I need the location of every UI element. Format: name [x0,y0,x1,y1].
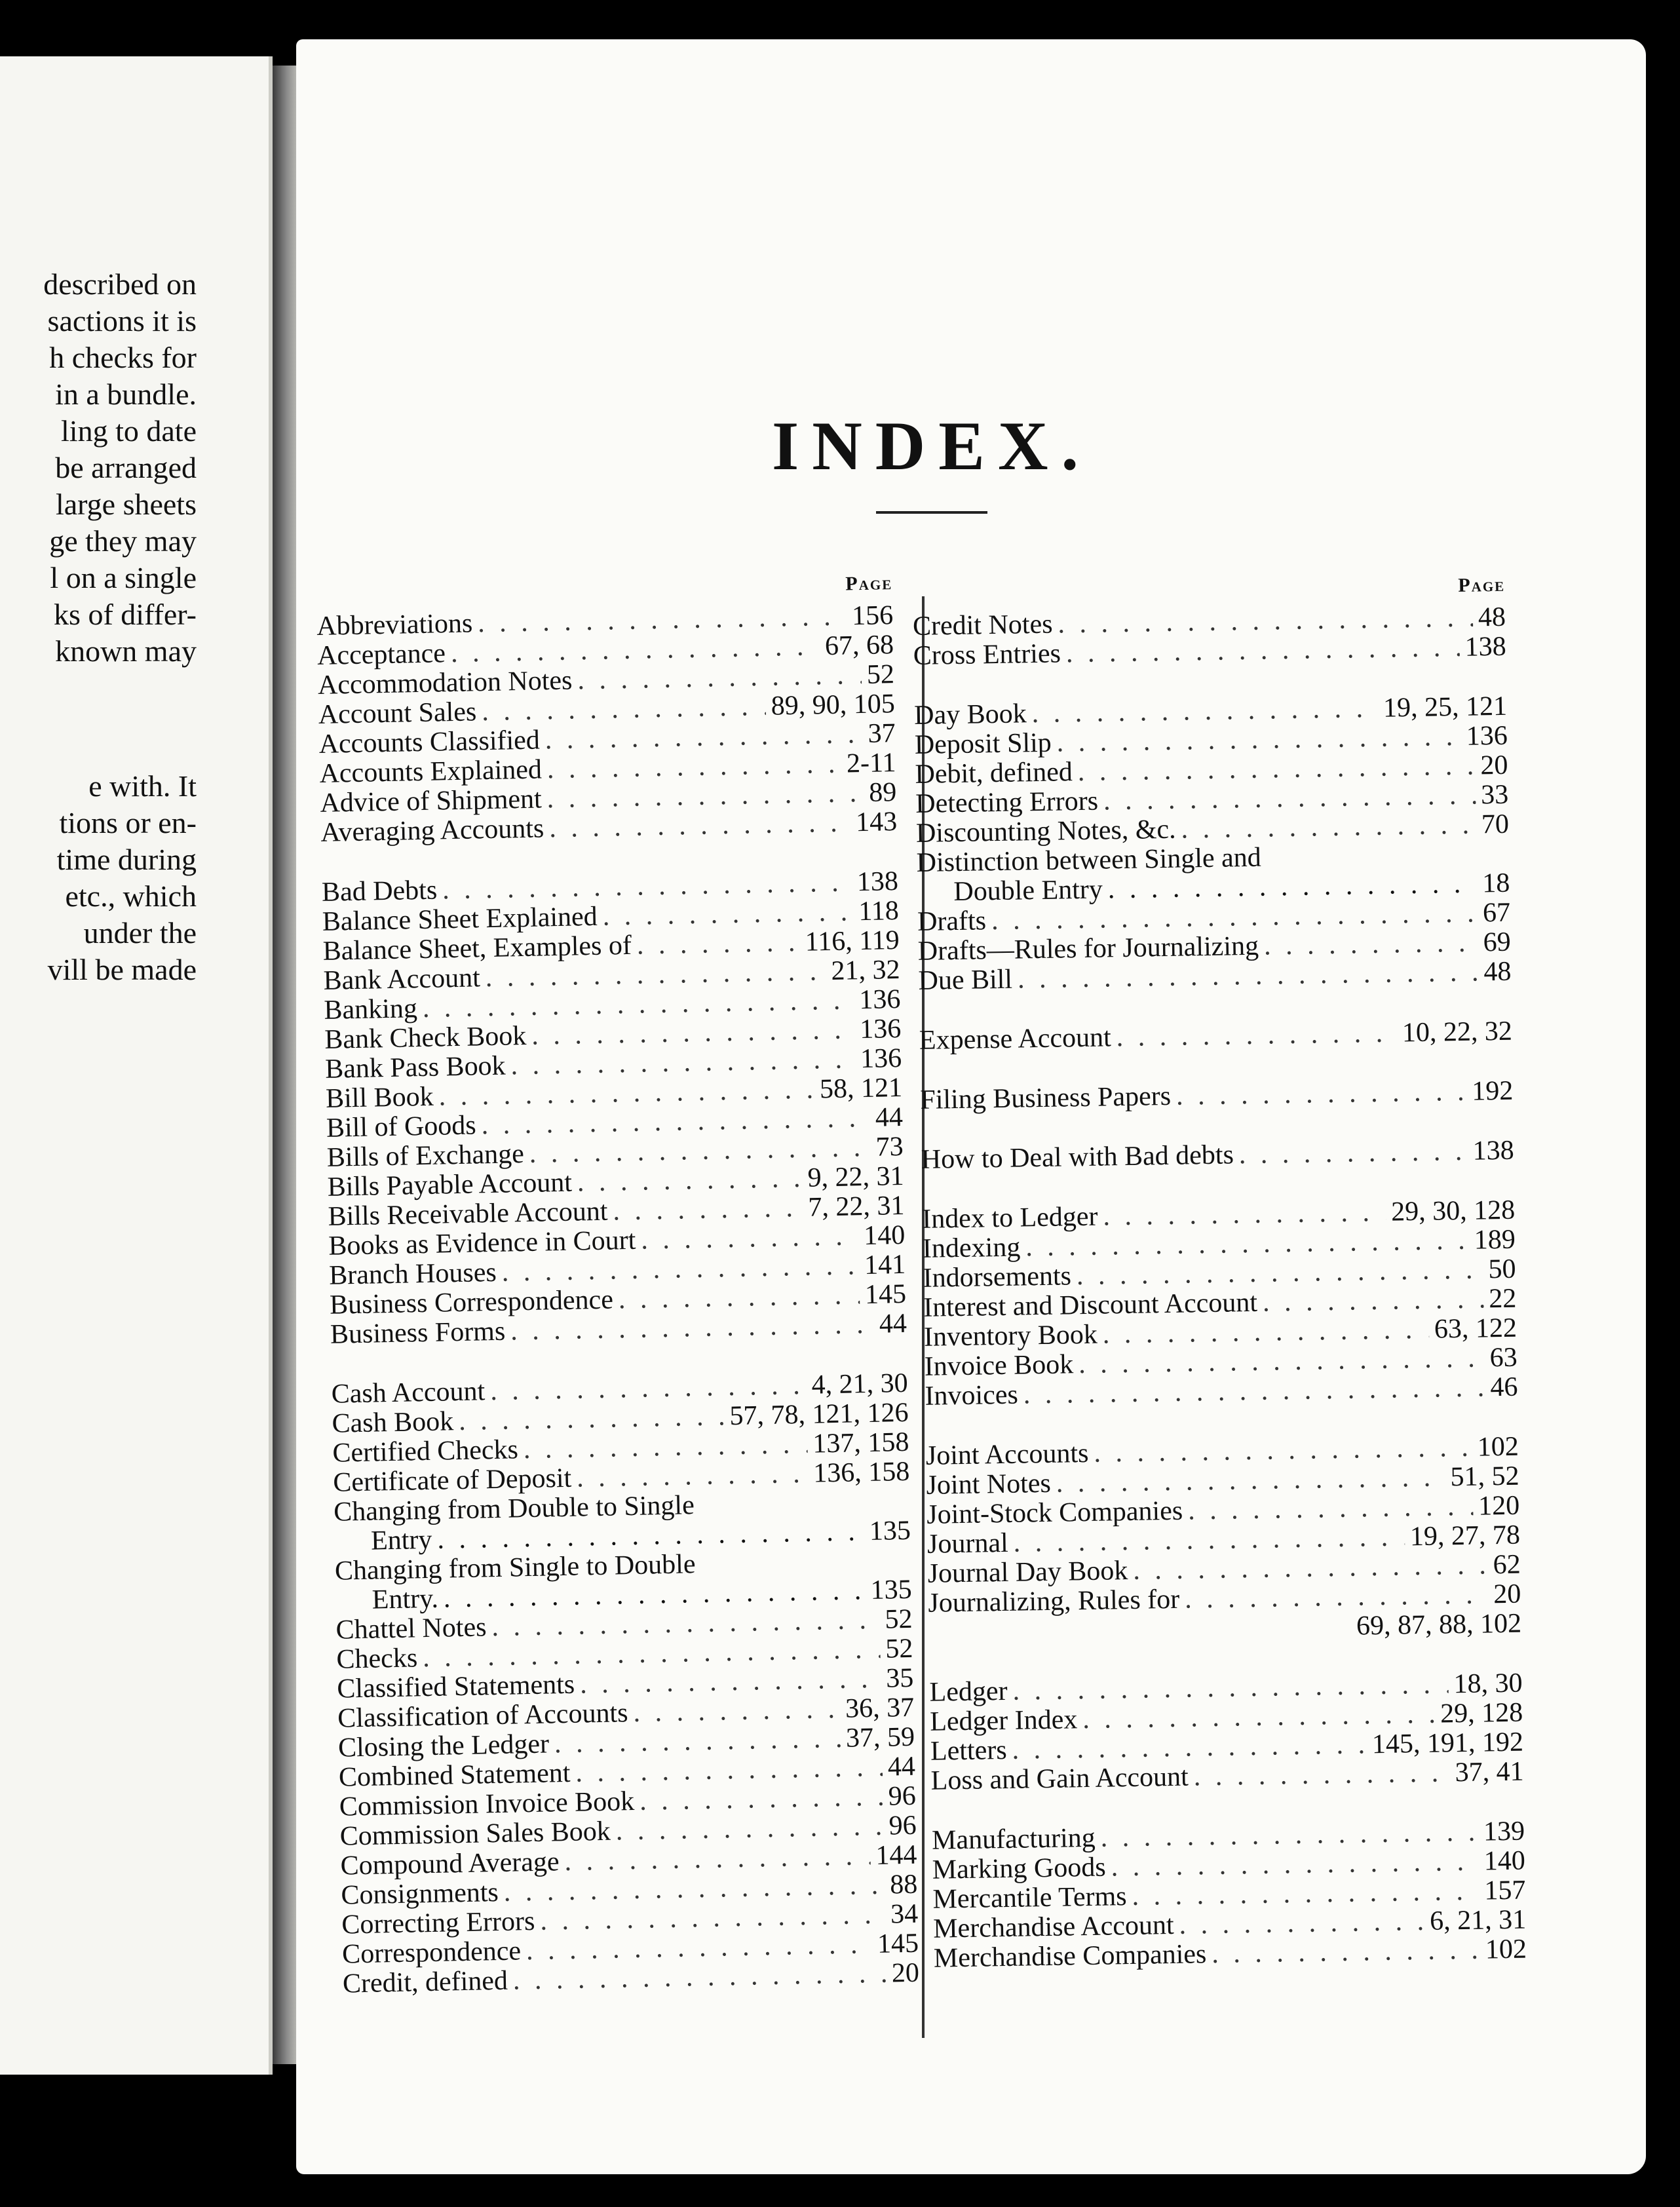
index-letter-group [322,867,907,1350]
index-term: Bad Debts [321,875,438,908]
index-term: Distinction between Single and [916,842,1262,878]
page-numbers: 4, 21, 30 [811,1368,909,1400]
index-term: Compound Average [340,1847,560,1881]
page-column-header: Page [1458,573,1506,596]
index-term: Banking [324,993,418,1026]
page-numbers: 63 [1489,1342,1518,1373]
index-term: Bill Book [325,1081,434,1114]
index-term: Classification of Accounts [337,1698,628,1734]
index-term: Abbreviations [316,608,473,642]
index-letter-group [922,1196,1518,1411]
leader-dots [1176,1077,1467,1111]
page-numbers: 136 [858,984,901,1016]
page-numbers: 18 [1481,868,1510,899]
index-term: Invoice Book [924,1349,1074,1382]
page-numbers: 88 [889,1869,918,1900]
page-numbers: 156 [851,600,894,632]
leader-dots [633,1695,841,1728]
index-term: Letters [930,1735,1007,1767]
index-term: Business Correspondence [329,1284,614,1320]
page-numbers: 44 [887,1751,916,1782]
index-term: Chattel Notes [335,1612,487,1645]
page-numbers: 36, 37 [845,1692,915,1724]
index-letter-group [921,1136,1514,1175]
index-term: Indorsements [923,1261,1072,1294]
page-numbers: 22 [1488,1283,1517,1315]
index-term: Changing from Single to Double [334,1549,696,1586]
page-numbers: 50 [1488,1254,1516,1285]
index-term: Journal Day Book [927,1556,1128,1589]
page-numbers: 58, 121 [819,1072,903,1105]
index-term: Interest and Discount Account [923,1287,1258,1323]
index-term-continued: Entry. [372,1583,439,1615]
page-numbers: 20 [891,1957,920,1989]
index-letter-group [913,603,1506,671]
leader-dots [1102,1315,1429,1350]
index-entry [920,1077,1514,1115]
leader-dots [1263,1284,1484,1317]
index-term: Journal [926,1527,1009,1560]
index-term: How to Deal with Bad debts [921,1140,1234,1175]
page-numbers: 135 [869,1515,911,1547]
leader-dots [1023,1373,1485,1410]
page-numbers: 19, 25, 121 [1383,691,1508,723]
facing-page-line: in a bundle. [55,377,197,411]
index-term: Mercantile Terms [932,1881,1127,1915]
index-term: Acceptance [316,638,446,671]
facing-page-line: ge they may [49,524,197,558]
index-entry [919,1017,1513,1056]
index-letter-group [926,1432,1522,1648]
page-numbers: 63, 122 [1434,1313,1518,1345]
index-letter-group [316,601,898,848]
page-numbers: 145 [864,1278,907,1311]
index-term: Bank Pass Book [324,1050,506,1084]
index-term: Certificate of Deposit [332,1463,572,1498]
page-numbers: 70 [1481,809,1510,840]
page-numbers: 67 [1482,897,1511,929]
index-term: Changing from Double to Single [333,1490,695,1527]
leader-dots [1103,1198,1386,1232]
page-numbers: 6, 21, 31 [1429,1904,1527,1936]
index-letter-group [914,692,1512,996]
index-term: Bank Account [323,963,481,996]
page-numbers: 102 [1477,1431,1519,1463]
page-numbers: 35 [885,1662,914,1694]
index-term: Closing the Ledger [337,1729,550,1763]
page-numbers: 18, 30 [1453,1668,1523,1700]
leader-dots [1018,957,1479,994]
leader-dots [1239,1137,1468,1170]
index-entry [921,1136,1514,1175]
facing-page-line: e with. It [88,769,197,803]
index-term: Certified Checks [332,1434,519,1468]
left-entries [316,601,919,1999]
index-term: Joint Notes [926,1468,1052,1501]
leader-dots [613,1193,803,1227]
index-term: Deposit Slip [914,727,1052,760]
index-term: Balance Sheet Explained [322,901,598,937]
page-numbers: 145, 191, 192 [1371,1727,1524,1760]
index-term: Accommodation Notes [317,665,573,700]
page-numbers: 138 [1472,1135,1515,1166]
index-term: Manufacturing [931,1822,1096,1856]
index-term: Accounts Classified [318,725,541,759]
page-numbers: 144 [875,1839,917,1871]
facing-page-line: be arranged [55,451,197,484]
page-numbers: 9, 22, 31 [807,1161,904,1193]
index-letter-group [919,1017,1513,1056]
index-term: Checks [336,1643,418,1675]
page-numbers: 20 [1480,750,1508,781]
page-numbers: 34 [890,1898,919,1930]
index-term: Cash Book [332,1406,454,1439]
index-term: Averaging Accounts [320,813,544,848]
index-term: Bills of Exchange [326,1139,525,1173]
page-numbers: 136 [859,1013,902,1045]
page-numbers: 118 [858,896,900,927]
leader-dots [641,1221,859,1255]
page-numbers: 44 [879,1308,907,1339]
leader-dots [577,1164,803,1198]
page-numbers: 10, 22, 32 [1402,1016,1513,1048]
index-column-right [912,574,1527,2004]
index-term: Cash Account [331,1376,486,1410]
index-term: Account Sales [318,697,477,730]
page-numbers: 140 [863,1219,906,1252]
page-numbers: 2-11 [846,748,896,779]
index-letter-group [920,1077,1514,1115]
index-term: Bills Receivable Account [328,1196,608,1232]
index-term: Cross Entries [913,638,1061,671]
facing-page-line: etc., which [65,879,197,913]
page-numbers: 136, 158 [812,1456,910,1489]
page-numbers-extra: 69, 87, 88, 102 [1356,1608,1522,1641]
page-numbers: 143 [855,807,898,838]
index-term: Books as Evidence in Court [328,1225,636,1261]
page-numbers: 192 [1471,1075,1514,1107]
index-term: Commission Sales Book [339,1816,611,1852]
page-title: INDEX. [771,408,1092,484]
index-term: Joint-Stock Companies [926,1495,1183,1530]
index-term: Drafts—Rules for Journalizing [917,931,1259,967]
page-numbers: 7, 22, 31 [807,1190,905,1223]
index-term: Detecting Errors [915,786,1099,819]
index-term: Journalizing, Rules for [928,1584,1180,1619]
page-numbers: 33 [1480,779,1509,811]
index-term: Ledger [929,1676,1008,1708]
page-numbers: 145 [877,1928,919,1959]
page-numbers: 52 [885,1633,913,1664]
index-term: Business Forms [330,1316,506,1350]
page-numbers: 19, 27, 78 [1409,1520,1521,1552]
facing-page-line: ks of differ- [54,598,197,631]
leader-dots [1179,1907,1424,1940]
leader-dots [636,928,800,961]
leader-dots [1264,929,1478,961]
index-term: Combined Statement [338,1757,571,1793]
leader-dots [1193,1758,1450,1792]
page-numbers: 37 [868,718,896,749]
facing-page-line: under the [83,916,197,950]
page-numbers: 20 [1493,1579,1521,1610]
page-numbers: 141 [864,1249,906,1281]
leader-dots [615,1812,884,1847]
index-term: Loss and Gain Account [930,1761,1189,1796]
right-entries [913,603,1527,1974]
facing-page-text [0,266,203,988]
leader-dots [512,1959,887,1996]
index-term: Credit, defined [342,1965,508,1999]
page-numbers: 51, 52 [1450,1461,1519,1493]
index-term: Inventory Book [923,1319,1098,1353]
index-letter-group [929,1669,1524,1796]
index-term: Drafts [917,906,987,937]
page-numbers: 67, 68 [824,630,894,662]
leader-dots [1132,1877,1480,1911]
index-term: Marking Goods [932,1852,1107,1885]
index-term: Branch Houses [328,1257,497,1291]
facing-page-line: time during [56,843,197,876]
page-numbers: 44 [875,1102,904,1133]
index-term: Day Book [913,699,1027,731]
page-numbers: 37, 59 [845,1721,915,1754]
page-numbers: 96 [888,1780,917,1812]
page-numbers: 29, 30, 128 [1390,1195,1516,1227]
facing-page-line: h checks for [49,341,197,374]
page-numbers: 137, 158 [812,1427,909,1459]
page-numbers: 48 [1483,956,1512,988]
index-column-left [316,572,920,2029]
index-term: Merchandise Account [932,1910,1174,1944]
page-numbers: 140 [1483,1845,1526,1877]
index-term: Bill of Goods [326,1110,477,1143]
leader-dots [549,808,851,843]
index-letter-group [932,1817,1527,1974]
page-numbers: 136 [1466,720,1508,752]
facing-page-line: described on [43,267,197,301]
index-term: Indexing [922,1232,1021,1264]
facing-page-line: ling to date [61,414,197,448]
page-numbers: 102 [1485,1934,1527,1965]
page-numbers: 21, 32 [831,954,900,987]
leader-dots [459,1402,725,1436]
facing-page-line: known may [55,634,197,668]
page-numbers: 138 [1464,631,1506,662]
index-term: Bank Check Book [324,1020,527,1055]
index-term: Expense Account [919,1022,1112,1056]
leader-dots [640,1782,883,1816]
page-numbers: 96 [888,1810,917,1841]
page-numbers: 139 [1483,1816,1525,1847]
page-numbers: 89, 90, 105 [771,689,896,721]
leader-dots [1066,633,1460,668]
index-term: Joint Accounts [925,1438,1089,1471]
page-numbers: 62 [1493,1549,1521,1581]
index-term: Balance Sheet, Examples of [322,930,632,967]
page-column-header: Page [845,572,893,595]
page-numbers: 52 [866,659,895,690]
facing-page-line: vill be made [47,953,197,986]
index-term: Due Bill [918,964,1013,996]
title-rule [876,511,987,514]
index-term: Invoices [925,1379,1019,1411]
page-numbers: 116, 119 [805,925,900,957]
page-numbers: 136 [860,1043,902,1075]
index-term: Merchandise Companies [933,1939,1207,1974]
facing-page [0,56,273,2075]
page-numbers: 29, 128 [1440,1697,1523,1729]
page-numbers: 189 [1474,1224,1516,1256]
index-term: Consignments [341,1877,499,1911]
index-term-continued: Entry [370,1524,432,1556]
page-numbers: 135 [870,1574,913,1606]
index-term: Advice of Shipment [320,784,543,818]
facing-page-line: l on a single [50,561,197,594]
index-page [296,39,1646,2174]
index-term: Index to Ledger [921,1201,1098,1235]
facing-page-line: large sheets [55,488,197,521]
index-term: Bills Payable Account [327,1167,573,1202]
index-term: Correspondence [341,1936,522,1970]
index-letter-group [331,1369,919,1999]
index-term: Filing Business Papers [920,1081,1172,1115]
leader-dots [577,1459,809,1493]
book-gutter [273,66,296,2064]
page-numbers: 157 [1484,1875,1526,1906]
leader-dots [510,1310,875,1347]
page-numbers: 52 [885,1603,913,1635]
leader-dots [1212,1936,1480,1969]
index-term: Commission Invoice Book [339,1786,635,1822]
index-term: Debit, defined [915,757,1073,790]
index-term: Correcting Errors [341,1906,535,1940]
leader-dots [1116,1018,1397,1052]
page-numbers: 138 [856,866,899,898]
index-term: Ledger Index [929,1704,1078,1737]
page-numbers: 73 [875,1131,904,1162]
leader-dots [1181,811,1476,845]
index-term: Classified Statements [336,1669,575,1704]
leader-dots [618,1280,860,1315]
page-numbers: 46 [1490,1372,1518,1403]
page-numbers: 120 [1478,1490,1520,1522]
index-term: Discounting Notes, &c. [915,814,1176,849]
facing-page-line: sactions it is [47,304,197,337]
index-term: Accounts Explained [319,754,543,789]
index-term: Credit Notes [912,609,1053,642]
page-numbers: 89 [868,777,897,808]
page-numbers: 57, 78, 121, 126 [729,1397,909,1432]
page-numbers: 37, 41 [1455,1756,1524,1788]
page-numbers: 48 [1478,602,1506,633]
index-term-continued: Double Entry [953,874,1103,908]
page-numbers: 69 [1483,927,1512,958]
facing-page-line: tions or en- [59,806,197,839]
